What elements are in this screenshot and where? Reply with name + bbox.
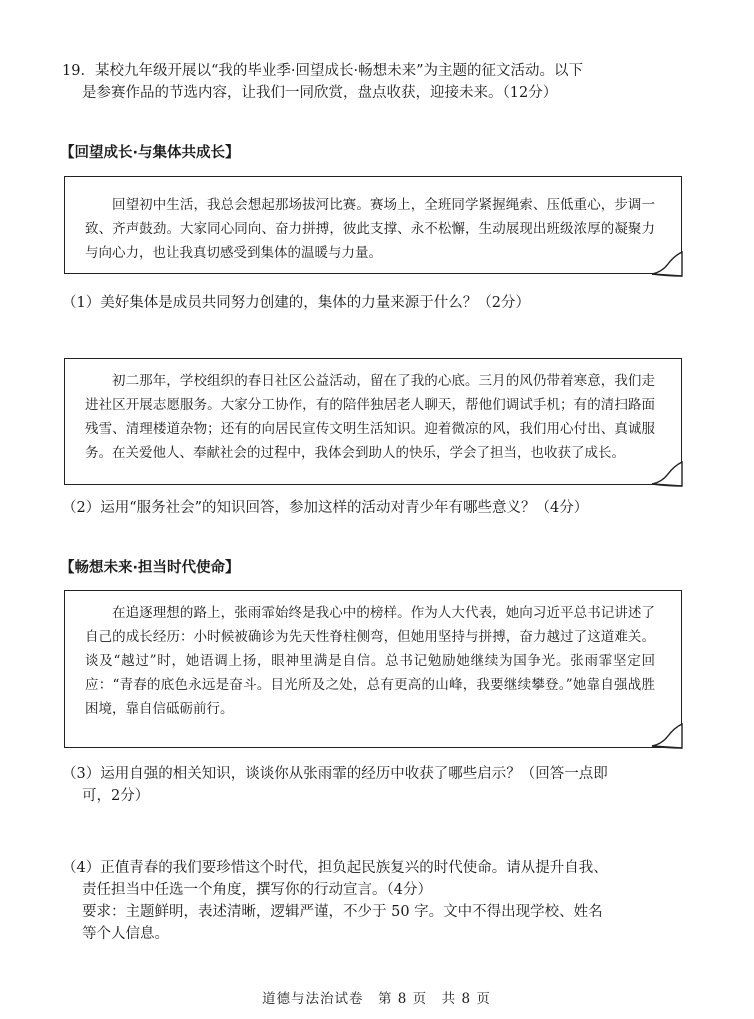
page-footer: 道德与法治试卷 第 8 页 共 8 页: [262, 991, 491, 1007]
passage-box-3: [64, 590, 682, 748]
passage-2: 初二那年，学校组织的春日社区公益活动，留在了我的心底。三月的风仍带着寒意，我们走进社区开展志愿服务。大家分工协作，有的陪伴独居老人聊天，帮他们调试手机；有的清扫路面残雪、清理楼道杂物；还有的向居民宣传文明生活知识。迎着微凉的风，我们用心付出、真诚服务。在关爱他人、奉献社会的过程中，我体会到助人的快乐，学会了担当，也收获了成长。: [85, 373, 655, 461]
page-curl-decoration-2: [650, 460, 686, 488]
sub-question-3-line2: 可，2分）: [82, 788, 150, 804]
sub-question-4-line2: 责任担当中任选一个角度，撰写你的行动宣言。（4分）: [82, 882, 432, 898]
sub-question-1: （1）美好集体是成员共同努力创建的，集体的力量来源于什么？（2分）: [62, 295, 530, 311]
q19-line2: 是参赛作品的节选内容，让我们一同欣赏，盘点收获，迎接未来。（12分）: [82, 85, 558, 101]
sub-question-3-line1: （3）运用自强的相关知识，谈谈你从张雨霏的经历中收获了哪些启示？（回答一点即: [62, 766, 608, 782]
page-curl-decoration-1: [650, 250, 686, 278]
requirements-line1: 要求：主题鲜明，表述清晰，逻辑严谨，不少于 50 字。文中不得出现学校、姓名: [82, 904, 603, 920]
section1-title: 【回望成长·与集体共成长】: [60, 145, 240, 161]
page-curl-decoration-3: [650, 722, 686, 750]
passage-box-2: [64, 358, 682, 485]
q19-line1: 19．某校九年级开展以“我的毕业季·回望成长·畅想未来”为主题的征文活动。以下: [62, 63, 583, 79]
sub-question-2: （2）运用“服务社会”的知识回答，参加这样的活动对青少年有哪些意义？（4分）: [62, 500, 589, 516]
passage-1: 回望初中生活，我总会想起那场拔河比赛。赛场上，全班同学紧握绳索、压低重心，步调一致、齐声鼓劲。大家同心同向、奋力拼搏，彼此支撑、永不松懈，生动展现出班级浓厚的凝聚力与向心力，也让我真切感受到集体的温暖与力量。: [85, 197, 655, 261]
requirements-line2: 等个人信息。: [82, 926, 169, 942]
passage-box-1: [64, 176, 682, 274]
section2-title: 【畅想未来·担当时代使命】: [60, 560, 240, 576]
passage-3: 在追逐理想的路上，张雨霏始终是我心中的榜样。作为人大代表，她向习近平总书记讲述了自己的成长经历：小时候被确诊为先天性脊柱侧弯，但她用坚持与拼搏，奋力越过了这道难关。谈及“越过”时，她语调上扬，眼神里满是自信。总书记勉励她继续为国争光。张雨霏坚定回应：“青春的底色永远是奋斗。目光所及之处，总有更高的山峰，我要继续攀登。”她靠自强战胜困境，靠自信砥砺前行。: [85, 605, 655, 717]
sub-question-4-line1: （4）正值青春的我们要珍惜这个时代，担负起民族复兴的时代使命。请从提升自我、: [62, 860, 608, 876]
